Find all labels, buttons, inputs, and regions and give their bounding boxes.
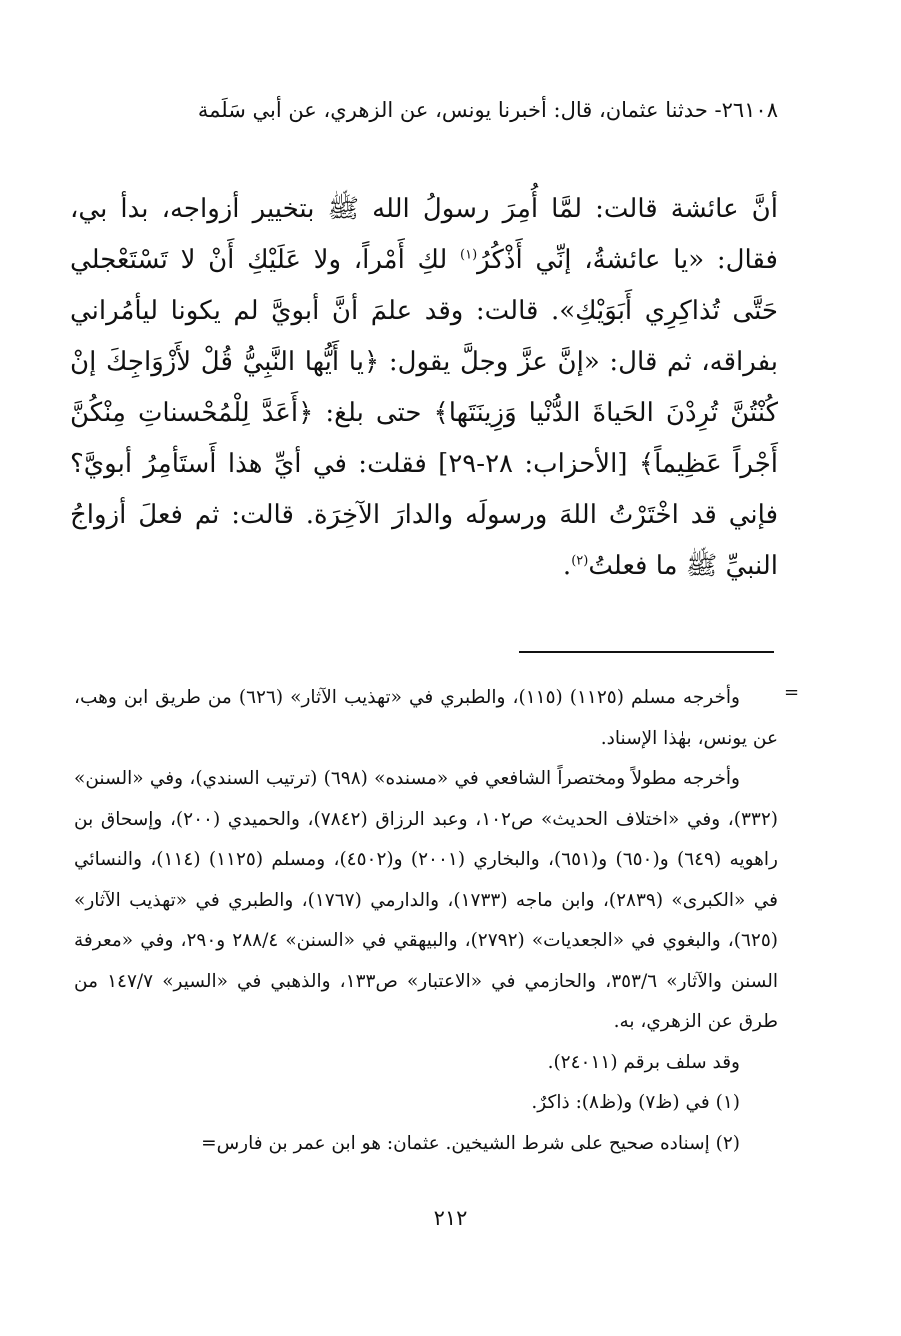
footnote-note-2: (٢) إسناده صحيح على شرط الشيخين. عثمان: هو ابن عمر بن فارس= — [201, 1132, 740, 1154]
matn-paragraph — [70, 184, 778, 592]
matn-text-part1: أنَّ عائشة قالت: لمَّا أُمِرَ رسولُ الله ﷺ بتخيير أزواجه، بدأ بي، فقال: «يا عائشةُ، إنِّي أَذْكُرُ — [70, 194, 778, 275]
footnote-paragraph-3: وقد سلف برقم (٢٤٠١١). — [547, 1051, 740, 1073]
matn-text-part2: لكِ أَمْراً، ولا عَلَيْكِ أَنْ لا تَسْتَعْجلي حَتَّى تُذاكِرِي أَبَوَيْكِ». قالت: وقد علمَ أنَّ أبويَّ لم يكونا ليأمُراني بفراقه، ثم قال: «إنَّ عزَّ وجلَّ يقول: ﴿يا أَيُّها النَّبِيُّ قُلْ لأَزْوَاجِكَ إنْ كُنْتُنَّ تُرِدْنَ الحَياةَ الدُّنْيا وَزِينَتَها﴾ حتى بلغ: ﴿أَعَدَّ لِلْمُحْسناتِ مِنْكُنَّ أَجْراً عَظِيماً﴾ [الأحزاب: ٢٨-٢٩] فقلت: في أيِّ هذا أَستَأمِرُ أبويَّ؟ فإني قد اخْتَرْتُ اللهَ ورسولَه والدارَ الآخِرَة. قالت: ثم فعلَ أزواجُ النبيِّ ﷺ ما فعلتُ — [70, 245, 778, 581]
hadith-isnad — [70, 92, 778, 128]
footnote-paragraph-2: وأخرجه مطولاً ومختصراً الشافعي في «مسنده» (٦٩٨) (ترتيب السندي)، وفي «السنن» (٣٣٢)، وفي «اختلاف الحديث» ص١٠٢، وعبد الرزاق (٧٨٤٢)، والحميدي (٢٠٠)، وإسحاق بن راهويه (٦٤٩) و(٦٥٠) و(٦٥١)، والبخاري (٢٠٠١) و(٤٥٠٢)، ومسلم (١١٢٥) (١١٤)، والنسائي في «الكبرى» (٢٨٣٩)، وابن ماجه (١٧٣٣)، والدارمي (١٧٦٧)، والطبري في «تهذيب الآثار» (٦٢٥)، والبغوي في «الجعديات» (٢٧٩٢)، والبيهقي في «السنن» ٢٨٨/٤ و٢٩٠، وفي «معرفة السنن والآثار» ٣٥٣/٦، والحازمي في «الاعتبار» ص١٣٣، والذهبي في «السير» ١٤٧/٧ من طرق عن الزهري، به. — [74, 768, 779, 1032]
page-number: ٢١٢ — [433, 1206, 468, 1230]
footnotes-section — [74, 678, 778, 1164]
isnad-text: ٢٦١٠٨- حدثنا عثمان، قال: أخبرنا يونس، عن الزهري، عن أبي سَلَمة — [197, 98, 778, 122]
footnote-ref-1: (١) — [460, 247, 478, 263]
footnote-paragraph-1: وأخرجه مسلم (١١٢٥) (١١٥)، والطبري في «تهذيب الآثار» (٦٢٦) من طريق ابن وهب، عن يونس، بهٰذا الإسناد. — [74, 687, 778, 749]
hadith-matn — [70, 184, 778, 592]
footnote-divider — [519, 651, 774, 653]
continuation-mark: = — [784, 682, 800, 703]
footnote-note-1: (١) في (ظ٧) و(ظ٨): ذاكرٌ. — [531, 1092, 740, 1113]
matn-text-end: . — [562, 551, 572, 581]
footnote-ref-2: (٢) — [571, 553, 589, 569]
